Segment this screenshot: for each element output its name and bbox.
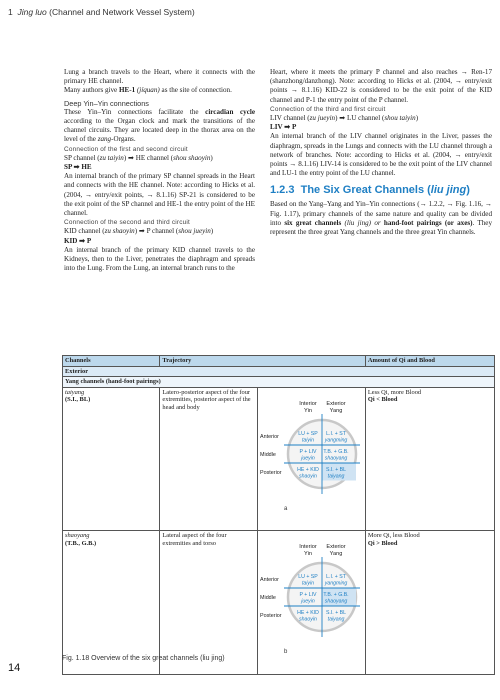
channel-abbr: (S.I., BL) [65,396,91,404]
row-label: Anterior [259,433,279,440]
cell-sublabel: yangming [324,437,348,444]
channel-name: taiyang [65,388,85,396]
column-sublabel: Yin [303,551,312,558]
figure-letter: a [283,505,288,512]
cell-sublabel: taiyin [301,580,314,587]
cell-label: LU + SP [298,574,318,581]
cell-sublabel: taiyang [327,473,345,480]
paragraph: An internal branch of the primary KID channel travels to the Kidneys, then to the Liver, penetrates the diaphragm and spreads into the Lung. From the Lung, an internal branch runs to the [64,245,255,273]
amount-ratio: Qi > Blood [367,539,398,547]
column-sublabel: Yin [303,407,312,414]
amount-ratio: Qi < Blood [367,396,398,404]
cell-label: T.B. + G.B. [323,448,349,455]
channel-diagram [258,531,365,671]
cell-sublabel: jueyin [301,598,315,605]
cell-sublabel: shaoyin [298,616,317,623]
row-label: Middle [259,595,276,602]
chapter-number: 1 [8,7,13,17]
connection-summary: KID ➡ P [64,236,92,245]
paragraph: An internal branch of the primary SP channel spreads in the Heart and connects with the HE channel. Note: according to Hicks et al. (2004, → entry/exit points, → 8.1.16) SP-21 is considered to be the exit point of the SP channel and HE-1 the entry point of the HE channel. [64,172,255,218]
connection-summary: LIV ➡ P [270,123,297,132]
table-row [63,531,495,675]
cell-sublabel: yangming [324,580,348,587]
column-label: Exterior [326,400,346,407]
connection-heading: Connection of the first and second circuit [64,145,188,153]
paragraph: These Yin–Yin connections facilitate the circadian cycle according to the Organ clock and mark the transitions of the channel circuits. They are located deep in the thorax area on the level of the zang-Organs. [64,107,255,144]
channel-diagram [258,388,365,528]
cell-label: S.I. + BL [325,610,346,617]
cell-sublabel: shaoyang [324,598,348,605]
section-number: 1.2.3 [270,184,295,197]
column-label: Interior [299,544,317,551]
amount-text: More Qi, less Blood [367,532,420,540]
row-label: Posterior [259,613,282,620]
channel-abbr: (T.B., G.B.) [65,539,97,547]
six-channels-table [62,355,495,675]
connection-line: LIV channel (zu jueyin) ➡ LU channel (shou taiyin) [270,114,419,123]
table-header-row [63,356,495,367]
column-sublabel: Yang [329,407,343,414]
connection-summary: SP ➡ HE [64,163,92,172]
page-number: 14 [8,662,21,674]
cell-label: P + LIV [299,448,317,455]
cell-label: HE + KID [296,610,319,617]
cell-label: L.I. + ST [325,574,346,581]
column-sublabel: Yang [329,551,343,558]
figure-letter: b [283,649,288,656]
row-label: Anterior [259,577,279,584]
subheading: Deep Yin–Yin connections [64,98,149,108]
cell-label: T.B. + G.B. [323,592,349,599]
header-channels: Channels [63,356,160,367]
cell-label: P + LIV [299,592,317,599]
trajectory-text: Latero-posterior aspect of the four extremities, posterior aspect of the head and body [160,387,257,531]
table-row [63,387,495,531]
row-label: Middle [259,451,276,458]
cell-label: L.I. + ST [325,430,346,437]
header-amount: Amount of Qi and Blood [365,356,494,367]
group-label: Exterior [63,366,495,377]
connection-line: KID channel (zu shaoyin) ➡ P channel (shou jueyin) [64,227,214,236]
section-heading: 1.2.3 The Six Great Channels (liu jing) [270,184,470,197]
left-column [64,68,255,273]
diagram-cell [257,531,365,675]
connection-heading: Connection of the third and first circuit [270,105,386,113]
cell-sublabel: jueyin [301,455,315,462]
trajectory-text: Lateral aspect of the four extremities and torso [160,531,257,675]
chapter-title-rest: (Channel and Network Vessel System) [49,7,195,17]
cell-sublabel: taiyin [301,437,314,444]
cell-label: S.I. + BL [325,466,346,473]
chapter-title-italic: Jing luo [17,7,47,17]
paragraph: Many authors give HE-1 (jíquan) as the site of connection. [64,86,232,95]
cell-label: LU + SP [298,430,318,437]
column-label: Interior [299,400,317,407]
row-label: Posterior [259,469,282,476]
header-trajectory: Trajectory [160,356,365,367]
paragraph: Lung a branch travels to the Heart, where it connects with the primary HE channel. [64,68,255,86]
cell-sublabel: shaoyin [298,473,317,480]
paragraph: Heart, where it meets the primary P channel and also reaches → Ren-17 (shanzhong/danzhong). Note: according to Hicks et al. (2004, → entry/exit points → 8.1.16) KID-22 is considered to be the exit point of the KID channel and P-1 the entry point of the P channel. [270,68,492,104]
paragraph: An internal branch of the LIV channel originates in the Liver, passes the diaphragm, spreads in the Lungs and connects with the LU channel through a network of branches. Note: according to Hicks et al. (2004, → entry/exit points → 8.1.16) LIV-14 is considered to be the exit point of the LIV channel and LU-1 the entry point of the LU channel. [270,132,492,178]
right-column [270,68,492,237]
connection-line: SP channel (zu taiyin) ➡ HE channel (shou shaoyin) [64,153,213,162]
channel-name: shaoyang [65,532,90,540]
paragraph: Based on the Yang–Yang and Yin–Yin connections (→ 1.2.2, → Fig. 1.16, → Fig. 1.17), primary channels of the same nature and quality can be divided into six great channels (liu jing) or hand-foot pairings (or axes). They represent the three great Yang channels and the three great Yin channels. [270,200,492,237]
amount-text: Less Qi, more Blood [367,388,422,396]
figure-caption: Fig. 1.18 Overview of the six great channels (liu jing) [62,655,225,662]
group-label: Yang channels (hand-foot pairings) [63,377,495,388]
cell-sublabel: shaoyang [324,455,348,462]
cell-label: HE + KID [296,466,319,473]
connection-heading: Connection of the second and third circuit [64,219,190,227]
column-label: Exterior [326,544,346,551]
cell-sublabel: taiyang [327,616,345,623]
diagram-cell [257,387,365,531]
running-header [8,7,195,17]
